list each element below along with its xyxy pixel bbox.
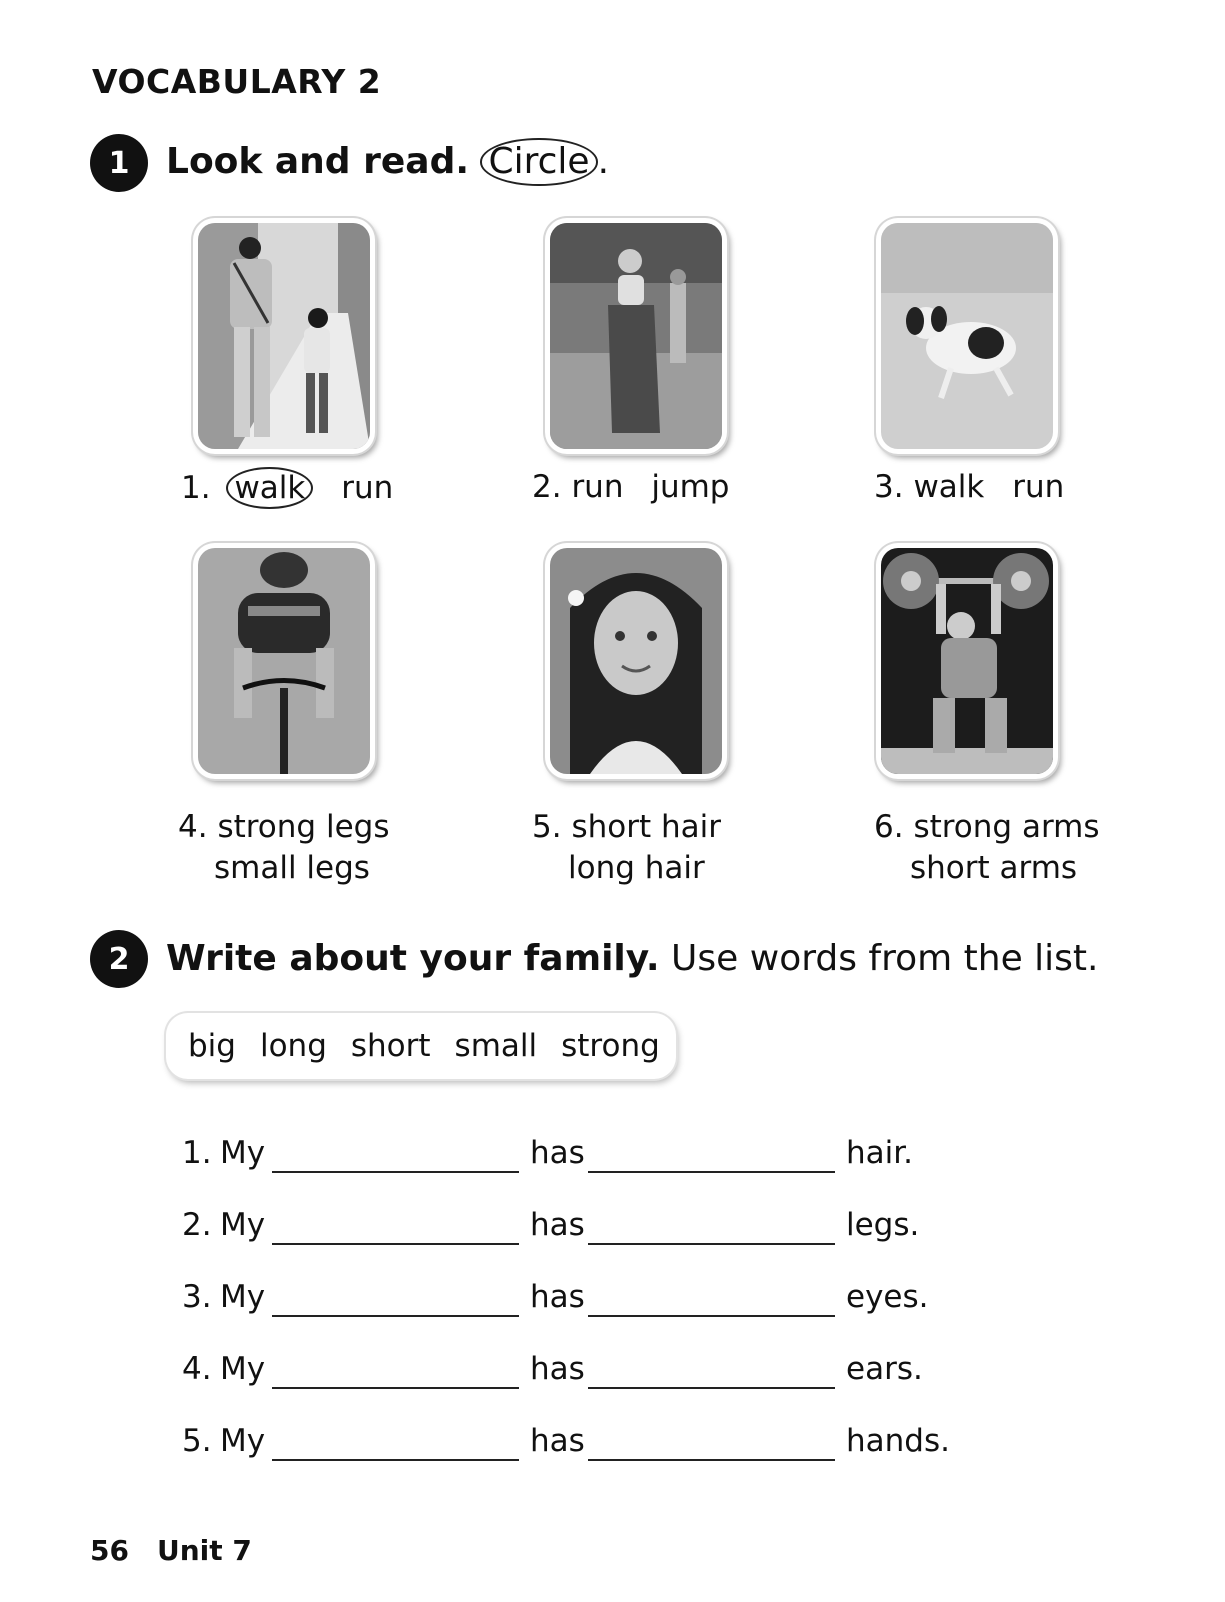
sentence-middle: has bbox=[530, 1351, 585, 1387]
sentence-number: 1. bbox=[182, 1135, 212, 1171]
answer-blank-2[interactable] bbox=[588, 1315, 835, 1317]
girl-long-hair-photo bbox=[545, 543, 727, 779]
exercise-1-title bbox=[166, 138, 609, 186]
word-list-item: strong bbox=[561, 1028, 660, 1064]
sentence-row-1 bbox=[0, 1135, 1225, 1185]
unit-label: Unit 7 bbox=[156, 1534, 252, 1567]
item-1-option-1[interactable]: walk bbox=[226, 467, 313, 509]
word-list-item: big bbox=[188, 1028, 236, 1064]
man-and-girl-walking-photo bbox=[193, 218, 375, 454]
item-2-number: 2. bbox=[532, 469, 562, 505]
exercise-2-badge: 2 bbox=[90, 930, 148, 988]
item-5-caption bbox=[532, 807, 721, 889]
answer-blank-2[interactable] bbox=[588, 1243, 835, 1245]
item-6-number: 6. bbox=[874, 809, 904, 845]
sentence-row-5 bbox=[0, 1423, 1225, 1473]
girl-sack-race-photo bbox=[545, 218, 727, 454]
sentence-row-2 bbox=[0, 1207, 1225, 1257]
sentence-number: 5. bbox=[182, 1423, 212, 1459]
sentence-middle: has bbox=[530, 1279, 585, 1315]
sentence-number: 4. bbox=[182, 1351, 212, 1387]
item-1-number: 1. bbox=[181, 470, 211, 506]
sentence-number: 2. bbox=[182, 1207, 212, 1243]
sentence-start: My bbox=[220, 1423, 266, 1459]
dog-running-on-beach-photo bbox=[876, 218, 1058, 454]
exercise-2-title-rest: Use words from the list. bbox=[671, 938, 1099, 979]
sentence-start: My bbox=[220, 1207, 266, 1243]
exercise-1-badge: 1 bbox=[90, 134, 148, 192]
item-2-caption bbox=[532, 469, 729, 505]
word-list-item: long bbox=[259, 1028, 327, 1064]
item-3-number: 3. bbox=[874, 469, 904, 505]
sentence-start: My bbox=[220, 1135, 266, 1171]
exercise-1-title-circled: Circle bbox=[480, 138, 597, 186]
section-title: VOCABULARY 2 bbox=[92, 62, 382, 101]
sentence-row-4 bbox=[0, 1351, 1225, 1401]
item-6-caption bbox=[874, 807, 1100, 889]
item-5-option-1[interactable]: short hair bbox=[571, 809, 721, 845]
answer-blank-2[interactable] bbox=[588, 1171, 835, 1173]
sentence-middle: has bbox=[530, 1135, 585, 1171]
item-6-option-1[interactable]: strong arms bbox=[913, 809, 1100, 845]
item-1-option-2[interactable]: run bbox=[341, 470, 394, 506]
cyclist-photo bbox=[193, 543, 375, 779]
sentence-end: hair. bbox=[846, 1135, 914, 1171]
item-5-number: 5. bbox=[532, 809, 562, 845]
answer-blank-1[interactable] bbox=[272, 1315, 519, 1317]
sentence-middle: has bbox=[530, 1423, 585, 1459]
item-4-caption bbox=[178, 807, 389, 889]
answer-blank-1[interactable] bbox=[272, 1459, 519, 1461]
page-number: 56 bbox=[90, 1534, 129, 1567]
sentence-middle: has bbox=[530, 1207, 585, 1243]
item-3-caption bbox=[874, 469, 1064, 505]
sentence-start: My bbox=[220, 1351, 266, 1387]
item-4-option-2[interactable]: small legs bbox=[214, 850, 370, 886]
exercise-1-title-end: . bbox=[597, 141, 610, 182]
sentence-start: My bbox=[220, 1279, 266, 1315]
page-footer bbox=[90, 1534, 252, 1567]
exercise-2-title bbox=[166, 938, 1099, 979]
item-6-option-2[interactable]: short arms bbox=[910, 850, 1078, 886]
sentence-end: eyes. bbox=[846, 1279, 929, 1315]
sentence-number: 3. bbox=[182, 1279, 212, 1315]
answer-blank-2[interactable] bbox=[588, 1459, 835, 1461]
answer-blank-2[interactable] bbox=[588, 1387, 835, 1389]
sentence-row-3 bbox=[0, 1279, 1225, 1329]
sentence-end: hands. bbox=[846, 1423, 950, 1459]
sentence-end: legs. bbox=[846, 1207, 920, 1243]
word-list-box bbox=[166, 1013, 676, 1079]
item-5-option-2[interactable]: long hair bbox=[568, 850, 705, 886]
sentence-end: ears. bbox=[846, 1351, 923, 1387]
item-3-option-2[interactable]: run bbox=[1012, 469, 1065, 505]
item-4-number: 4. bbox=[178, 809, 208, 845]
word-list-item: short bbox=[350, 1028, 431, 1064]
item-2-option-2[interactable]: jump bbox=[651, 469, 730, 505]
item-4-option-1[interactable]: strong legs bbox=[217, 809, 390, 845]
answer-blank-1[interactable] bbox=[272, 1171, 519, 1173]
answer-blank-1[interactable] bbox=[272, 1387, 519, 1389]
weightlifter-photo bbox=[876, 543, 1058, 779]
item-1-caption bbox=[181, 467, 393, 509]
exercise-2-title-bold: Write about your family. bbox=[166, 938, 660, 979]
answer-blank-1[interactable] bbox=[272, 1243, 519, 1245]
item-2-option-1[interactable]: run bbox=[571, 469, 624, 505]
word-list-item: small bbox=[454, 1028, 538, 1064]
exercise-1-title-bold: Look and read. bbox=[166, 141, 470, 182]
item-3-option-1[interactable]: walk bbox=[913, 469, 985, 505]
